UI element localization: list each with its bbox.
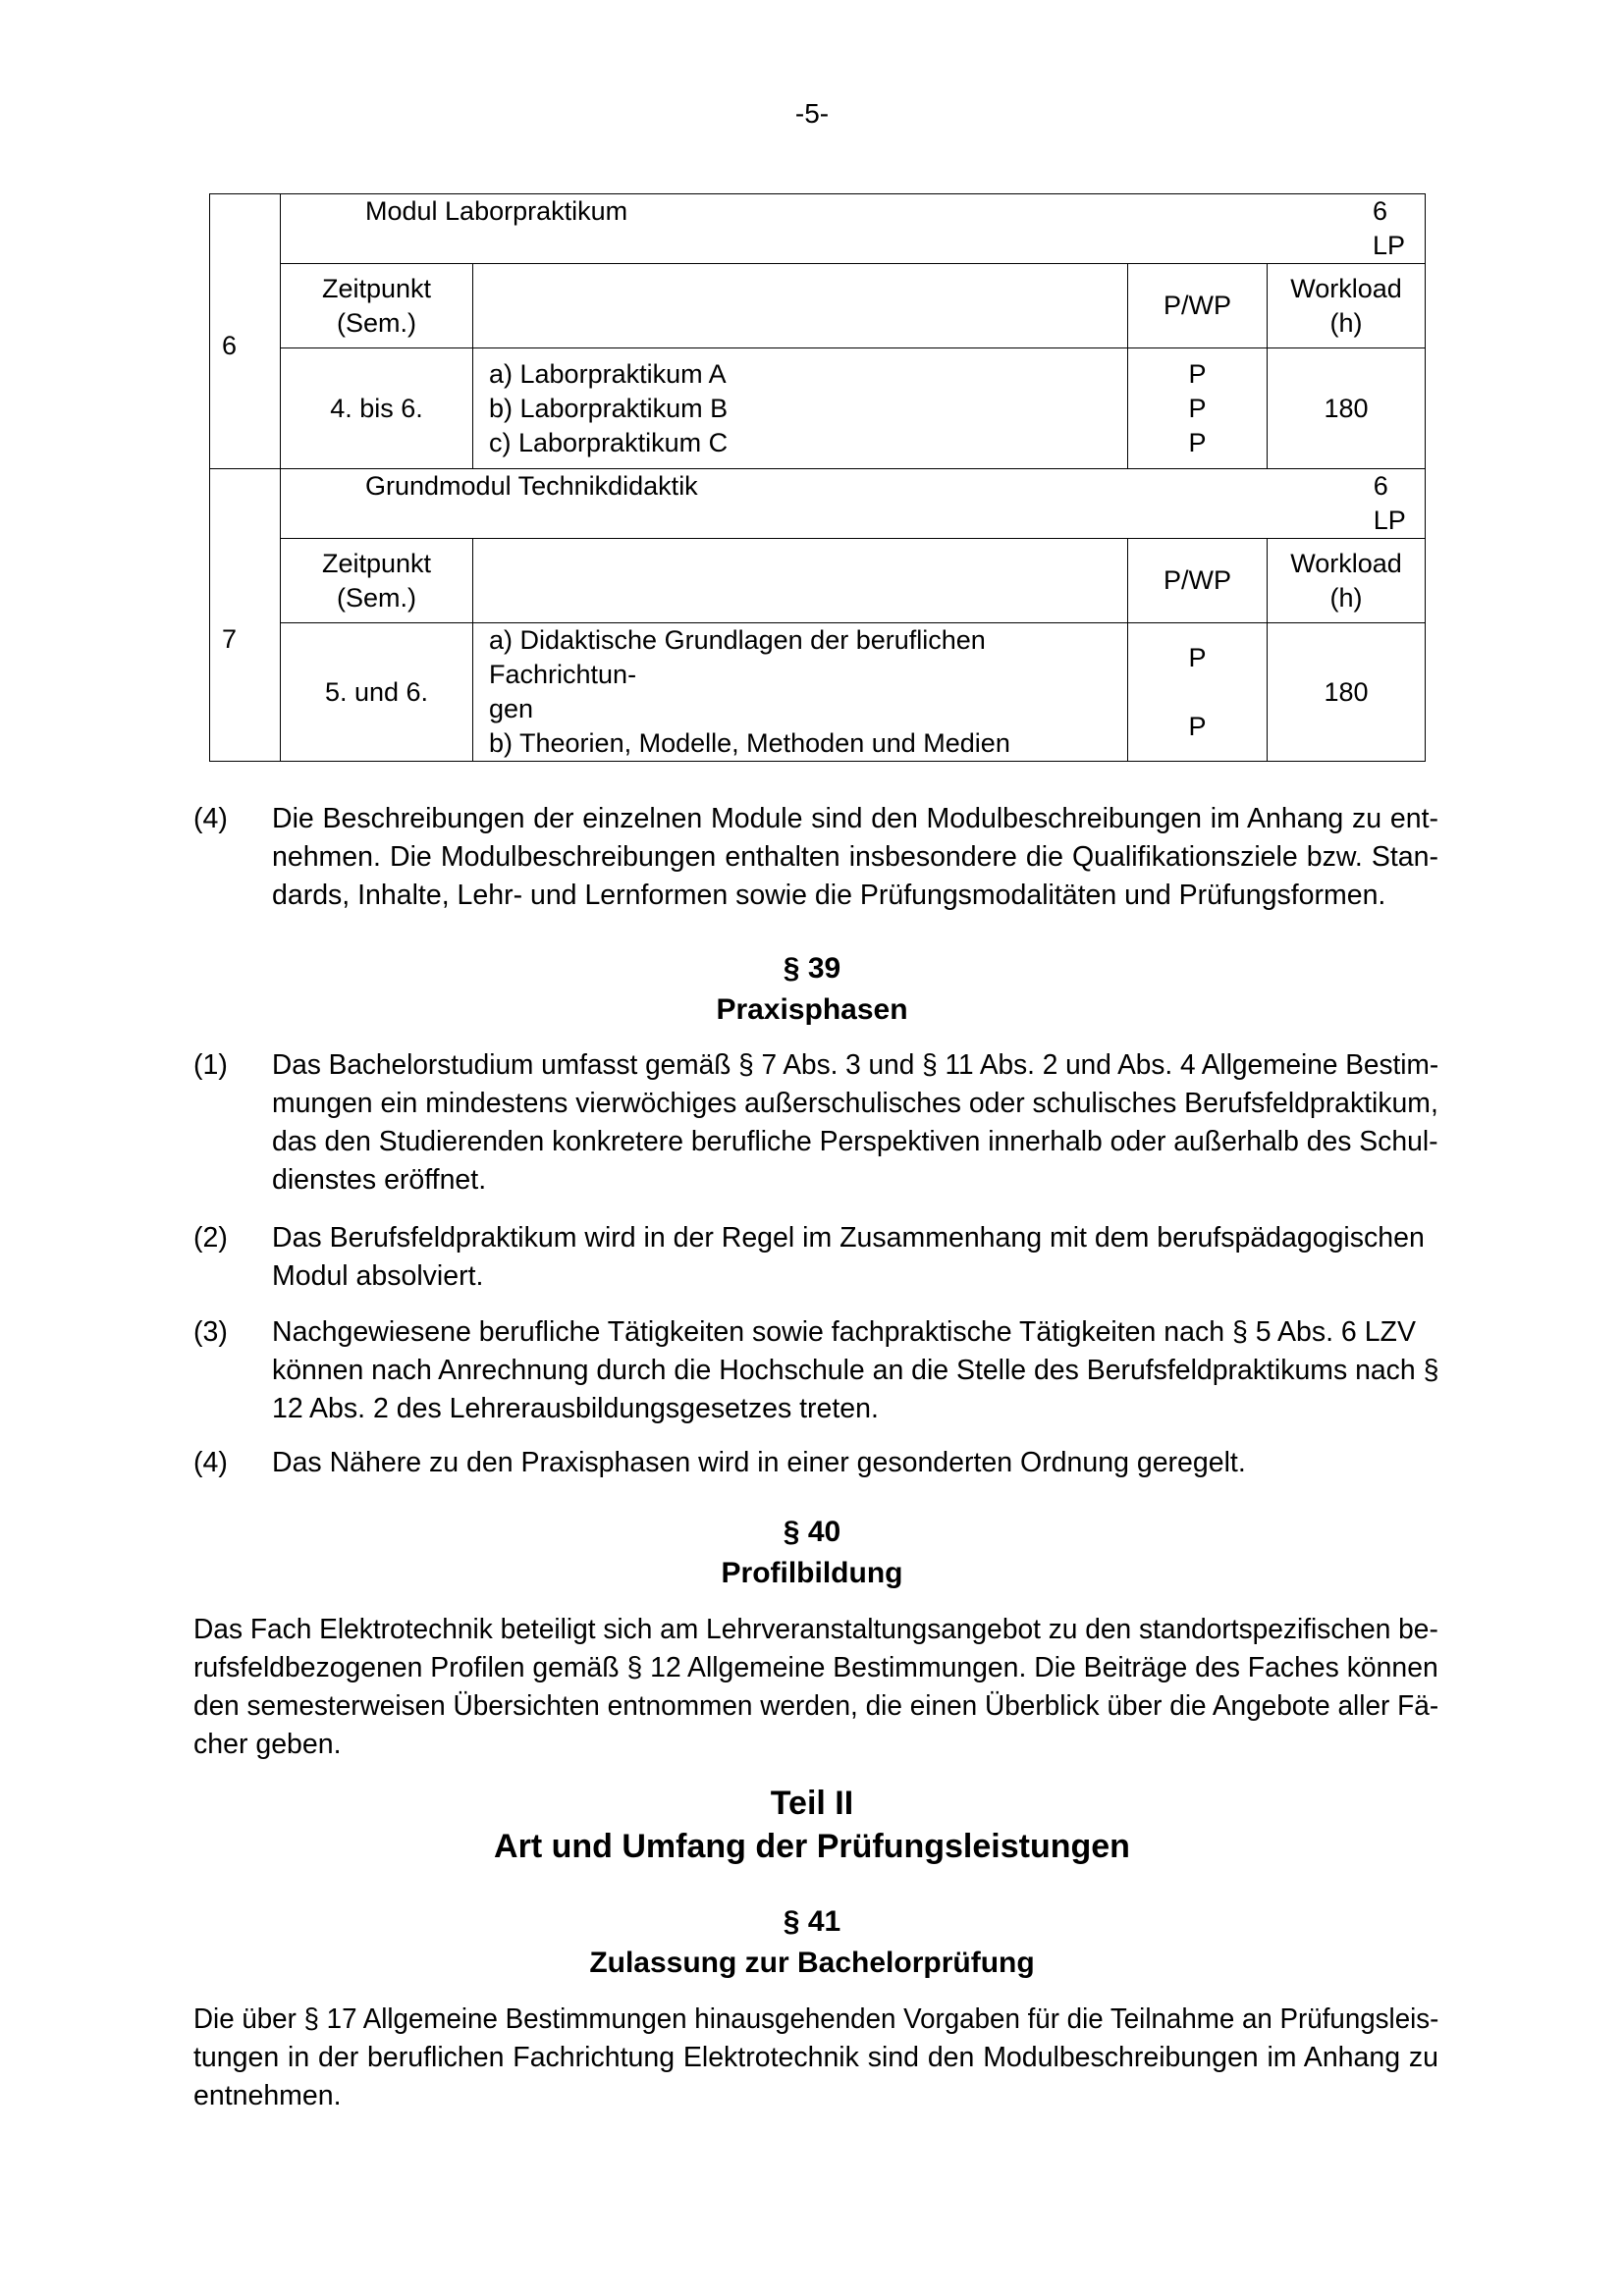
course-list [473,348,1128,469]
course-item: b) Laborpraktikum B [489,393,729,423]
module-number: 6 [210,194,281,469]
module-title: Grundmodul Technikdidaktik [365,471,698,501]
module-title-row [210,194,1426,264]
course-item: a) Didaktische Grundlagen der beruflichen Fachrichtun- [489,625,986,689]
paragraph-number: (1) [193,1049,228,1081]
section-title: Profilbildung [721,1557,903,1589]
pwp-header: P/WP [1128,539,1268,623]
course-list [473,623,1128,762]
paragraph-number: (2) [193,1222,228,1254]
module-title-row [210,469,1426,539]
module-number: 7 [210,469,281,762]
course-item: c) Laborpraktikum C [489,427,729,457]
zeitpunkt-value: 5. und 6. [281,623,473,762]
module-header-row [210,264,1426,348]
course-item: gen [489,694,534,723]
part-subtitle: Art und Umfang der Prüfungsleistungen [494,1828,1130,1865]
module-header-row [210,539,1426,623]
section-number: § 40 [783,1516,841,1548]
section-number: § 41 [783,1905,841,1938]
section-41-text: Die über § 17 Allgemeine Bestimmungen hinausgehenden Vorgaben für die Teilnahme an Prüfungsleis- tungen in der beruflichen Fachrichtung Elektrotechnik sind den Modulbeschreibungen im Anhang zu entnehmen. [193,2003,1439,2111]
paragraph-39-1: (1) Das Bachelorstudium umfasst gemäß § 7 Abs. 3 und § 11 Abs. 2 und Abs. 4 Allgemeine Bestim- mungen ein mindestens vierwöchiges außerschulisches oder schulisches Berufsfeldpraktikum, das den Studierenden konkretere berufliche Perspektiven innerhalb oder außerhalb des Schul- dienstes eröffnet. [193,1046,1438,1200]
module-lp: 6 LP [1373,471,1406,535]
zeitpunkt-header: Zeitpunkt (Sem.) [281,539,473,623]
pwp-values: P P P [1128,348,1268,469]
course-item: a) Laborpraktikum A [489,358,727,389]
zeitpunkt-value: 4. bis 6. [281,348,473,469]
paragraph-4-module-descriptions: (4) Die Beschreibungen der einzelnen Module sind den Modulbeschreibungen im Anhang zu ent- nehmen. Die Modulbeschreibungen enthalten insbesondere die Qualifikationsziele bzw. Stan- dards, Inhalte, Lehr- und Lernformen sowie die Prüfungsmodalitäten und Prüfungsformen. [193,800,1438,915]
part-title: Teil II [770,1785,854,1822]
pwp-values: P P [1128,623,1268,762]
course-item: b) Theorien, Modelle, Methoden und Medien [489,728,1010,758]
paragraph-number: (4) [193,803,228,834]
page-number: -5- [794,98,830,129]
workload-value: 180 [1268,348,1426,469]
module-body-row [210,623,1426,762]
paragraph-39-4: (4) Das Nähere zu den Praxisphasen wird in einer gesonderten Ordnung geregelt. [193,1444,1438,1482]
workload-value: 180 [1268,623,1426,762]
paragraph-number: (4) [193,1447,228,1478]
paragraph-39-2: (2) Das Berufsfeldpraktikum wird in der Regel im Zusammenhang mit dem berufspädagogischen Modul absolviert. [193,1219,1438,1296]
section-40-text: Das Fach Elektrotechnik beteiligt sich am Lehrveranstaltungsangebot zu den standortspezifischen be- rufsfeldbezogenen Profilen gemäß § 12 Allgemeine Bestimmungen. Die Beiträge des Faches können den semesterweisen Übersichten entnommen werden, die einen Überblick über die Angebote aller Fä- cher geben. [193,1614,1439,1760]
workload-header: Workload (h) [1268,539,1426,623]
pwp-header: P/WP [1128,264,1268,348]
section-title: Praxisphasen [716,993,908,1026]
zeitpunkt-header: Zeitpunkt (Sem.) [281,264,473,348]
module-lp: 6 LP [1373,196,1406,260]
module-body-row [210,348,1426,469]
module-table [209,193,1426,762]
module-title: Modul Laborpraktikum [365,196,628,226]
section-title: Zulassung zur Bachelorprüfung [589,1947,1035,1979]
paragraph-39-3: (3) Nachgewiesene berufliche Tätigkeiten sowie fachpraktische Tätigkeiten nach § 5 Abs. 6 LZV können nach Anrechnung durch die Hochschule an die Stelle des Berufsfeldpraktikums nach § 12 Abs. 2 des Lehrerausbildungsgesetzes treten. [193,1313,1438,1428]
workload-header: Workload (h) [1268,264,1426,348]
paragraph-number: (3) [193,1316,228,1348]
section-number: § 39 [783,952,841,985]
